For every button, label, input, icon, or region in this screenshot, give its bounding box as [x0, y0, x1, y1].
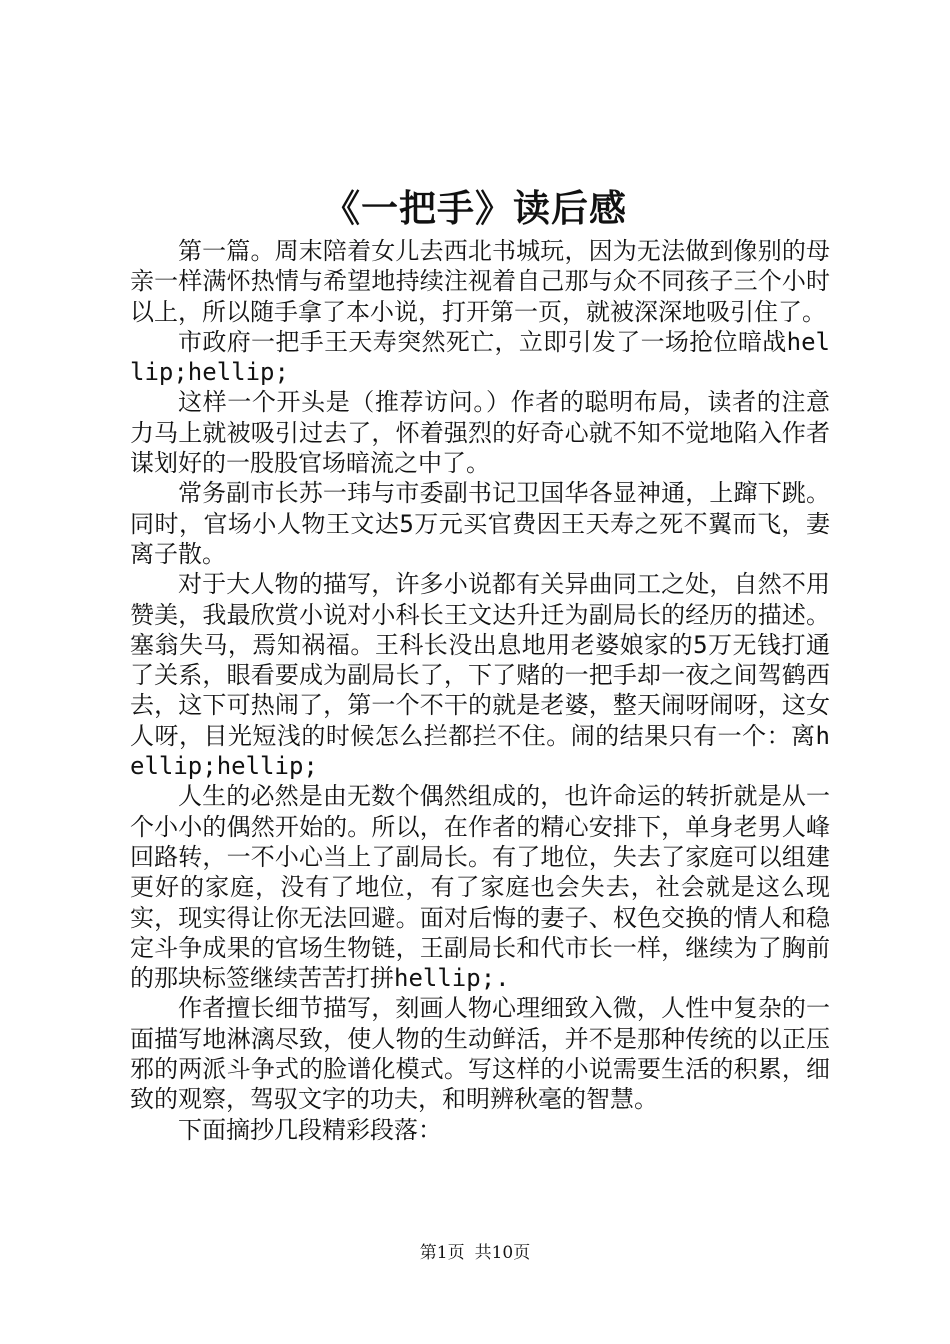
document-body [130, 236, 830, 1145]
paragraph-5: 对于大人物的描写，许多小说都有关异曲同工之处，自然不用赞美，我最欣赏小说对小科长王文达升迁为副局长的经历的描述。塞翁失马，焉知祸福。王科长没出息地用老婆娘家的5万无钱打通了关系，眼看要成为副局长了，下了赌的一把手却一夜之间驾鹤西去，这下可热闹了，第一个不干的就是老婆，整天闹呀闹呀，这女人呀，目光短浅的时候怎么拦都拦不住。闹的结果只有一个：离hellip;hellip; [130, 570, 830, 781]
page-number: 第1页 [419, 1243, 465, 1263]
page-total: 共10页 [474, 1243, 531, 1263]
paragraph-3: 这样一个开头是（推荐访问。）作者的聪明布局，读者的注意力马上就被吸引过去了，怀着强烈的好奇心就不知不觉地陷入作者谋划好的一股股官场暗流之中了。 [130, 388, 830, 478]
document-title: 《一把手》读后感 [323, 186, 627, 230]
paragraph-1: 第一篇。周末陪着女儿去西北书城玩，因为无法做到像别的母亲一样满怀热情与希望地持续注视着自己那与众不同孩子三个小时以上，所以随手拿了本小说，打开第一页，就被深深地吸引住了。 [130, 237, 830, 326]
paragraph-8: 下面摘抄几段精彩段落： [178, 1115, 442, 1144]
paragraph-2: 市政府一把手王天寿突然死亡，立即引发了一场抢位暗战hellip;hellip; [130, 327, 830, 387]
paragraph-6: 人生的必然是由无数个偶然组成的，也许命运的转折就是从一个小小的偶然开始的。所以，在作者的精心安排下，单身老男人峰回路转，一不小心当上了副局长。有了地位，失去了家庭可以组建更好的家庭，没有了地位，有了家庭也会失去，社会就是这么现实，现实得让你无法回避。面对后悔的妻子、权色交换的情人和稳定斗争成果的官场生物链，王副局长和代市长一样，继续为了胸前的那块标签继续苦苦打拼hellip;. [130, 782, 830, 993]
page-footer [0, 1241, 950, 1265]
paragraph-7: 作者擅长细节描写，刻画人物心理细致入微，人性中复杂的一面描写地淋漓尽致，使人物的生动鲜活，并不是那种传统的以正压邪的两派斗争式的脸谱化模式。写这样的小说需要生活的积累，细致的观察，驾驭文字的功夫，和明辨秋毫的智慧。 [130, 994, 830, 1114]
paragraph-4: 常务副市长苏一玮与市委副书记卫国华各显神通，上蹿下跳。同时，官场小人物王文达5万元买官费因王天寿之死不翼而飞，妻离子散。 [130, 479, 830, 568]
